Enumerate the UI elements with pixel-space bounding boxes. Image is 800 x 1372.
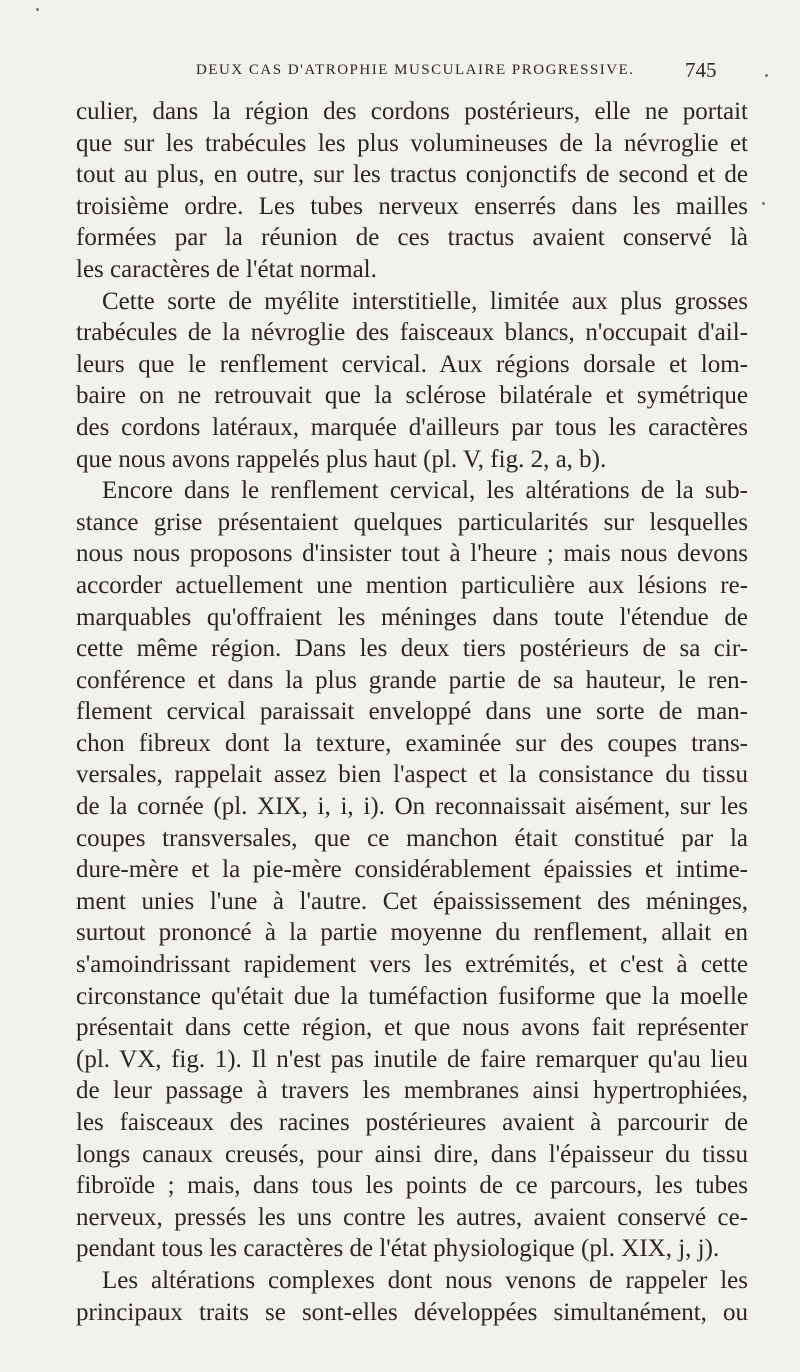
text-line: trabécules de la névroglie des faisceaux blancs, n'occupait d'ail-	[76, 319, 748, 347]
running-head	[196, 58, 756, 88]
text-line: cette même région. Dans les deux tiers postérieurs de sa cir-	[76, 635, 748, 663]
text-line: présentait dans cette région, et que nous avons fait représenter	[76, 1014, 748, 1042]
text-line: Encore dans le renflement cervical, les altérations de la sub-	[102, 477, 748, 505]
text-line: longs canaux creusés, pour ainsi dire, dans l'épaisseur du tissu	[76, 1140, 748, 1168]
text-line: Cette sorte de myélite interstitielle, limitée aux plus grosses	[102, 287, 748, 315]
text-line: de leur passage à travers les membranes ainsi hypertrophiées,	[76, 1077, 748, 1105]
text-line: que nous avons rappelés plus haut (pl. V, fig. 2, a, b).	[76, 445, 607, 473]
paper-speck	[36, 8, 39, 11]
text-line: fibroïde ; mais, dans tous les points de ce parcours, les tubes	[76, 1172, 748, 1200]
text-line: flement cervical paraissait enveloppé dans une sorte de man-	[76, 698, 748, 726]
body-text	[76, 96, 748, 1328]
text-line: les caractères de l'état normal.	[76, 255, 377, 283]
text-line: surtout prononcé à la partie moyenne du renflement, allait en	[76, 919, 748, 947]
text-line: baire on ne retrouvait que la sclérose bilatérale et symétrique	[76, 382, 748, 410]
paragraph-4	[76, 1265, 748, 1328]
text-line: troisième ordre. Les tubes nerveux enserrés dans les mailles	[76, 192, 748, 220]
text-line: tout au plus, en outre, sur les tractus conjonctifs de second et de	[76, 161, 748, 189]
text-line: chon fibreux dont la texture, examinée sur des coupes trans-	[76, 729, 748, 757]
paragraph-2	[76, 286, 748, 476]
paper-speck	[762, 202, 765, 205]
running-title: DEUX CAS D'ATROPHIE MUSCULAIRE PROGRESSIVE.	[196, 62, 635, 78]
text-line: leurs que le renflement cervical. Aux régions dorsale et lom-	[76, 350, 748, 378]
paragraph-1	[76, 96, 748, 286]
text-line: les faisceaux des racines postérieures avaient à parcourir de	[76, 1109, 748, 1136]
text-line: (pl. VX, fig. 1). Il n'est pas inutile de faire remarquer qu'au lieu	[76, 1045, 748, 1073]
text-line: versales, rappelait assez bien l'aspect et la consistance du tissu	[76, 761, 748, 789]
text-line: que sur les trabécules les plus volumineuses de la névroglie et	[76, 129, 748, 157]
text-line: des cordons latéraux, marquée d'ailleurs par tous les caractères	[76, 413, 748, 441]
paper-speck	[765, 74, 768, 77]
text-line: s'amoindrissant rapidement vers les extrémités, et c'est à cette	[76, 951, 748, 979]
text-line: stance grise présentaient quelques particularités sur lesquelles	[76, 508, 748, 536]
text-line: conférence et dans la plus grande partie de sa hauteur, le ren-	[76, 666, 748, 694]
paragraph-3	[76, 475, 748, 1265]
text-line: coupes transversales, que ce manchon était constitué par la	[76, 824, 748, 852]
page-number: 745	[685, 58, 717, 82]
text-line: de la cornée (pl. XIX, i, i, i). On reconnaissait aisément, sur les	[76, 793, 748, 821]
text-line: nous nous proposons d'insister tout à l'heure ; mais nous devons	[76, 540, 748, 568]
text-line: Les altérations complexes dont nous venons de rappeler les	[102, 1266, 748, 1294]
text-line: nerveux, pressés les uns contre les autres, avaient conservé ce-	[76, 1203, 748, 1231]
text-line: principaux traits se sont-elles développées simultanément, ou	[76, 1298, 748, 1326]
text-line: ment unies l'une à l'autre. Cet épaississement des méninges,	[76, 887, 748, 915]
text-line: marquables qu'offraient les méninges dans toute l'étendue de	[76, 603, 748, 631]
text-line: formées par la réunion de ces tractus avaient conservé là	[76, 224, 748, 252]
text-line: dure-mère et la pie-mère considérablement épaissies et intime-	[76, 856, 748, 884]
text-line: culier, dans la région des cordons postérieurs, elle ne portait	[76, 98, 748, 125]
text-line: circonstance qu'était due la tuméfaction fusiforme que la moelle	[76, 982, 748, 1010]
text-line: pendant tous les caractères de l'état physiologique (pl. XIX, j, j).	[76, 1235, 720, 1263]
text-line: accorder actuellement une mention particulière aux lésions re-	[76, 571, 748, 599]
